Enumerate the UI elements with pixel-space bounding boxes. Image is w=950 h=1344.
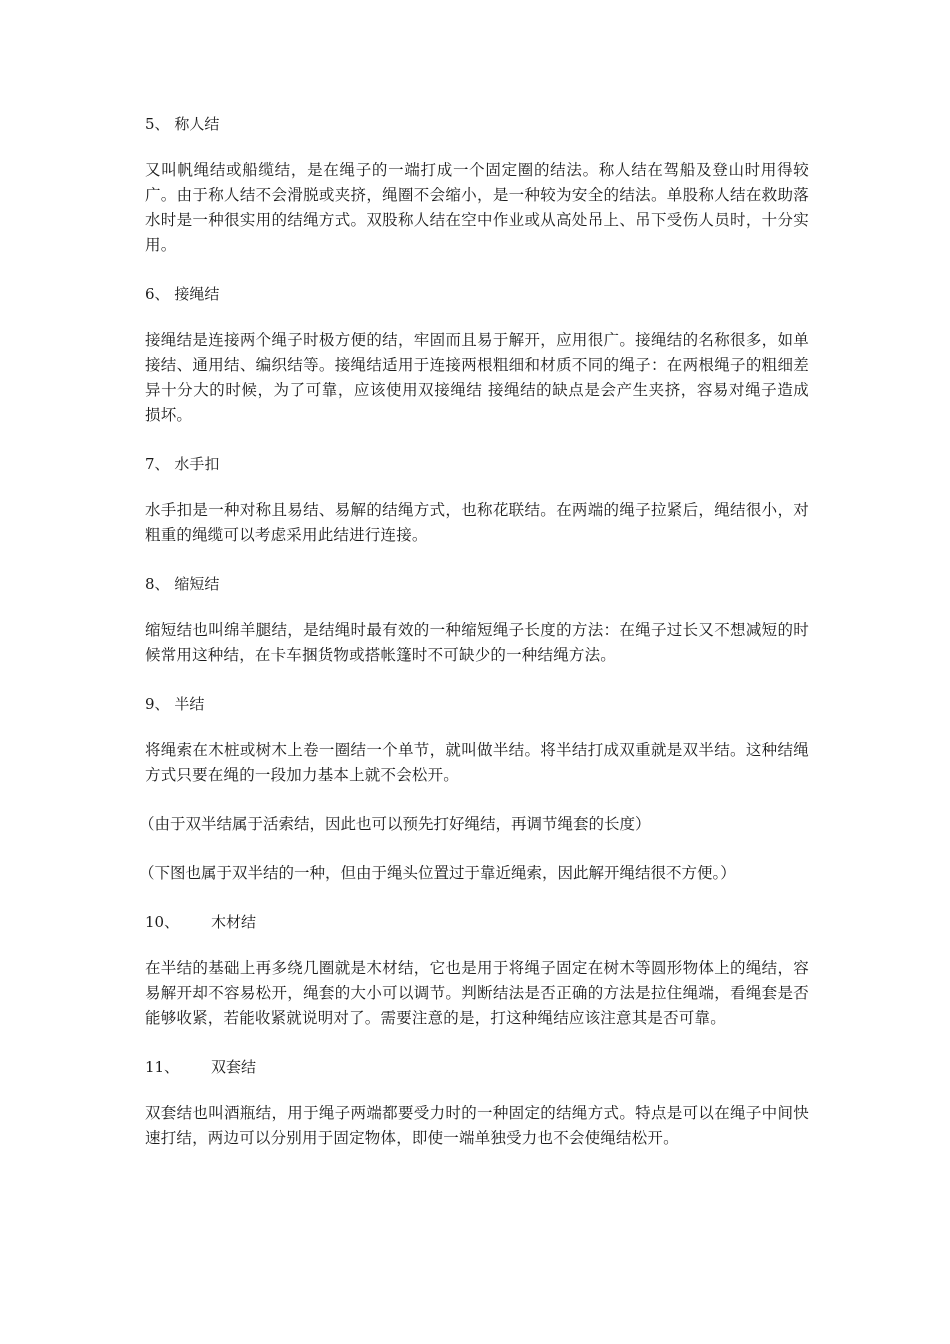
section-7 <box>145 452 809 548</box>
section-title: 缩短结 <box>174 575 220 593</box>
section-number: 10、 <box>145 913 180 931</box>
section-title: 木材结 <box>211 913 257 931</box>
section-title: 半结 <box>174 695 205 713</box>
section-number: 9、 <box>145 695 170 713</box>
section-heading <box>145 112 809 136</box>
section-note: （由于双半结属于活索结，因此也可以预先打好绳结，再调节绳套的长度） <box>139 815 651 833</box>
section-number: 6、 <box>145 285 170 303</box>
section-heading <box>145 910 809 934</box>
section-title: 双套结 <box>211 1058 257 1076</box>
section-title: 称人结 <box>174 115 220 133</box>
section-paragraph: 又叫帆绳结或船缆结，是在绳子的一端打成一个固定圈的结法。称人结在驾船及登山时用得较广。由于称人结不会滑脱或夹挤，绳圈不会缩小，是一种较为安全的结法。单股称人结在救助落水时是一种很实用的结绳方式。双股称人结在空中作业或从高处吊上、吊下受伤人员时，十分实用。 <box>145 161 809 254</box>
section-paragraph: 水手扣是一种对称且易结、易解的结绳方式，也称花联结。在两端的绳子拉紧后，绳结很小，对粗重的绳缆可以考虑采用此结进行连接。 <box>145 501 809 544</box>
section-title: 接绳结 <box>174 285 220 303</box>
section-heading <box>145 1055 809 1079</box>
section-number: 11、 <box>145 1058 180 1076</box>
section-title: 水手扣 <box>174 455 220 473</box>
section-6 <box>145 282 809 428</box>
section-number: 8、 <box>145 575 170 593</box>
section-paragraph: 将绳索在木桩或树木上卷一圈结一个单节，就叫做半结。将半结打成双重就是双半结。这种结绳方式只要在绳的一段加力基本上就不会松开。 <box>145 741 809 784</box>
section-heading <box>145 282 809 306</box>
section-paragraph: 双套结也叫酒瓶结，用于绳子两端都要受力时的一种固定的结绳方式。特点是可以在绳子中间快速打结，两边可以分别用于固定物体，即使一端单独受力也不会使绳结松开。 <box>145 1104 809 1147</box>
section-number: 7、 <box>145 455 170 473</box>
section-heading <box>145 572 809 596</box>
section-5 <box>145 112 809 258</box>
document-page <box>139 112 809 1175</box>
section-paragraph: 接绳结是连接两个绳子时极方便的结，牢固而且易于解开，应用很广。接绳结的名称很多，如单接结、通用结、编织结等。接绳结适用于连接两根粗细和材质不同的绳子：在两根绳子的粗细差异十分大的时候，为了可靠，应该使用双接绳结 接绳结的缺点是会产生夹挤，容易对绳子造成损坏。 <box>145 331 809 424</box>
section-11 <box>145 1055 809 1151</box>
section-note: （下图也属于双半结的一种，但由于绳头位置过于靠近绳索，因此解开绳结很不方便。） <box>139 864 736 882</box>
section-8 <box>145 572 809 668</box>
section-heading <box>145 452 809 476</box>
section-heading <box>145 692 809 716</box>
section-number: 5、 <box>145 115 170 133</box>
section-10 <box>145 910 809 1031</box>
section-9 <box>139 692 809 886</box>
section-paragraph: 在半结的基础上再多绕几圈就是木材结，它也是用于将绳子固定在树木等圆形物体上的绳结，容易解开却不容易松开，绳套的大小可以调节。判断结法是否正确的方法是拉住绳端，看绳套是否能够收紧，若能收紧就说明对了。需要注意的是，打这种绳结应该注意其是否可靠。 <box>145 959 809 1027</box>
section-paragraph: 缩短结也叫绵羊腿结，是结绳时最有效的一种缩短绳子长度的方法：在绳子过长又不想减短的时候常用这种结，在卡车捆货物或搭帐篷时不可缺少的一种结绳方法。 <box>145 621 809 664</box>
